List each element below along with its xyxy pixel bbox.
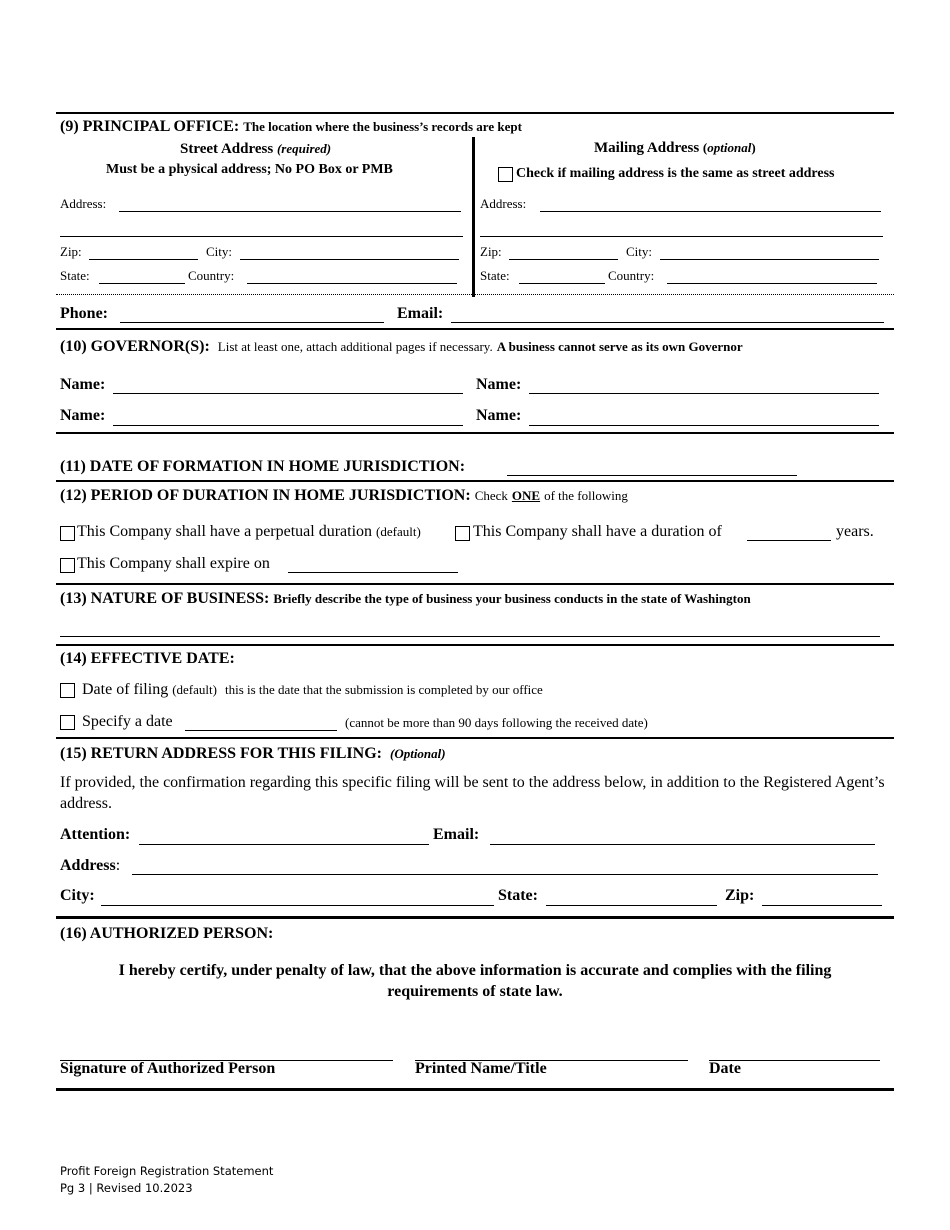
mailing-city-field[interactable] xyxy=(660,259,879,260)
street-address-field[interactable] xyxy=(119,211,461,212)
phone-label: Phone: xyxy=(60,305,108,322)
printed-name-label: Printed Name/Title xyxy=(415,1060,547,1077)
street-zip-label: Zip: xyxy=(60,244,82,259)
principal-office-heading: (9) PRINCIPAL OFFICE: The location where the business’s records are kept xyxy=(60,118,522,135)
attention-field[interactable] xyxy=(139,844,429,845)
mailing-country-label: Country: xyxy=(608,268,655,283)
footer-page-info: Pg 3 | Revised 10.2023 xyxy=(60,1181,193,1195)
section-rule xyxy=(56,644,894,646)
attention-label: Attention: xyxy=(60,826,131,843)
years-label: years. xyxy=(836,523,874,540)
specify-date-field[interactable] xyxy=(185,730,337,731)
same-as-street-checkbox[interactable] xyxy=(498,167,513,182)
governor-name-label-1: Name: xyxy=(60,376,106,393)
expire-on-checkbox[interactable] xyxy=(60,558,75,573)
governor-name-label-4: Name: xyxy=(476,407,522,424)
return-city-label: City: xyxy=(60,887,95,904)
section-rule xyxy=(56,1088,894,1091)
return-address-field[interactable] xyxy=(132,874,878,875)
mailing-address-field[interactable] xyxy=(540,211,881,212)
street-address-heading: Street Address (required) xyxy=(180,141,332,157)
period-of-duration-heading: (12) PERIOD OF DURATION IN HOME JURISDICTION: Check ONE of the following xyxy=(60,487,628,504)
governor-name-label-2: Name: xyxy=(476,376,522,393)
return-email-field[interactable] xyxy=(490,844,875,845)
mailing-zip-label: Zip: xyxy=(480,244,502,259)
governors-heading: (10) GOVERNOR(S): List at least one, attach additional pages if necessary. A business cannot serve as its own Governor xyxy=(60,338,743,355)
mailing-state-label: State: xyxy=(480,268,510,283)
section-rule xyxy=(56,112,894,114)
street-zip-field[interactable] xyxy=(89,259,198,260)
street-address-note: Must be a physical address; No PO Box or PMB xyxy=(106,162,393,177)
section-rule xyxy=(56,432,894,434)
footer-form-name: Profit Foreign Registration Statement xyxy=(60,1164,274,1178)
return-zip-label: Zip: xyxy=(725,887,755,904)
section-rule xyxy=(56,480,894,482)
street-address-line2-field[interactable] xyxy=(60,236,463,237)
perpetual-duration-label: This Company shall have a perpetual duration (default) xyxy=(77,523,421,540)
return-city-field[interactable] xyxy=(101,905,494,906)
mailing-address-label: Address: xyxy=(480,196,527,211)
duration-years-label: This Company shall have a duration of xyxy=(473,523,722,540)
certification-statement: I hereby certify, under penalty of law, that the above information is accurate and complies with the filing requirements of state law. xyxy=(118,962,832,1000)
date-of-filing-checkbox[interactable] xyxy=(60,683,75,698)
governor-name-label-3: Name: xyxy=(60,407,106,424)
return-state-field[interactable] xyxy=(546,905,717,906)
return-address-heading: (15) RETURN ADDRESS FOR THIS FILING: (Optional) xyxy=(60,745,446,762)
specify-date-label: Specify a date xyxy=(82,713,173,730)
mailing-address-heading: Mailing Address (optional) xyxy=(594,140,756,156)
mailing-city-label: City: xyxy=(626,244,653,259)
same-as-street-label: Check if mailing address is the same as street address xyxy=(516,166,835,181)
expire-on-label: This Company shall expire on xyxy=(77,555,270,572)
nature-of-business-field[interactable] xyxy=(60,636,880,637)
date-of-formation-field[interactable] xyxy=(507,475,797,476)
expire-on-field[interactable] xyxy=(288,572,458,573)
section-rule xyxy=(56,916,894,919)
specify-date-checkbox[interactable] xyxy=(60,715,75,730)
date-of-formation-label: (11) DATE OF FORMATION IN HOME JURISDICTION: xyxy=(60,458,466,475)
street-city-field[interactable] xyxy=(240,259,459,260)
return-state-label: State: xyxy=(498,887,538,904)
street-address-label: Address: xyxy=(60,196,107,211)
dotted-divider xyxy=(56,294,894,295)
street-city-label: City: xyxy=(206,244,233,259)
section-rule xyxy=(56,328,894,330)
specify-date-note: (cannot be more than 90 days following the received date) xyxy=(345,715,648,730)
governor-name-field-1[interactable] xyxy=(113,393,463,394)
street-state-label: State: xyxy=(60,268,90,283)
date-of-filing-label: Date of filing (default) this is the date that the submission is completed by our office xyxy=(82,681,543,698)
duration-years-field[interactable] xyxy=(747,540,831,541)
phone-field[interactable] xyxy=(120,322,384,323)
mailing-state-field[interactable] xyxy=(519,283,605,284)
governor-name-field-3[interactable] xyxy=(113,425,463,426)
mailing-zip-field[interactable] xyxy=(509,259,618,260)
return-zip-field[interactable] xyxy=(762,905,882,906)
authorized-person-heading: (16) AUTHORIZED PERSON: xyxy=(60,925,274,942)
duration-years-checkbox[interactable] xyxy=(455,526,470,541)
column-divider xyxy=(472,137,475,297)
return-address-description: If provided, the confirmation regarding this specific filing will be sent to the address below, in addition to the Registered Agent’s address. xyxy=(60,774,885,812)
street-state-field[interactable] xyxy=(99,283,185,284)
email-label: Email: xyxy=(397,305,444,322)
perpetual-duration-checkbox[interactable] xyxy=(60,526,75,541)
email-field[interactable] xyxy=(451,322,884,323)
nature-of-business-heading: (13) NATURE OF BUSINESS: Briefly describe the type of business your business conducts in the state of Washington xyxy=(60,590,751,607)
section-rule xyxy=(56,737,894,739)
governor-name-field-2[interactable] xyxy=(529,393,879,394)
date-label: Date xyxy=(709,1060,741,1077)
street-country-label: Country: xyxy=(188,268,235,283)
governor-name-field-4[interactable] xyxy=(529,425,879,426)
return-email-label: Email: xyxy=(433,826,480,843)
mailing-address-line2-field[interactable] xyxy=(480,236,883,237)
section-rule xyxy=(56,583,894,585)
return-address-label: Address: xyxy=(60,857,121,874)
effective-date-heading: (14) EFFECTIVE DATE: xyxy=(60,650,235,667)
signature-label: Signature of Authorized Person xyxy=(60,1060,276,1077)
street-country-field[interactable] xyxy=(247,283,457,284)
mailing-country-field[interactable] xyxy=(667,283,877,284)
